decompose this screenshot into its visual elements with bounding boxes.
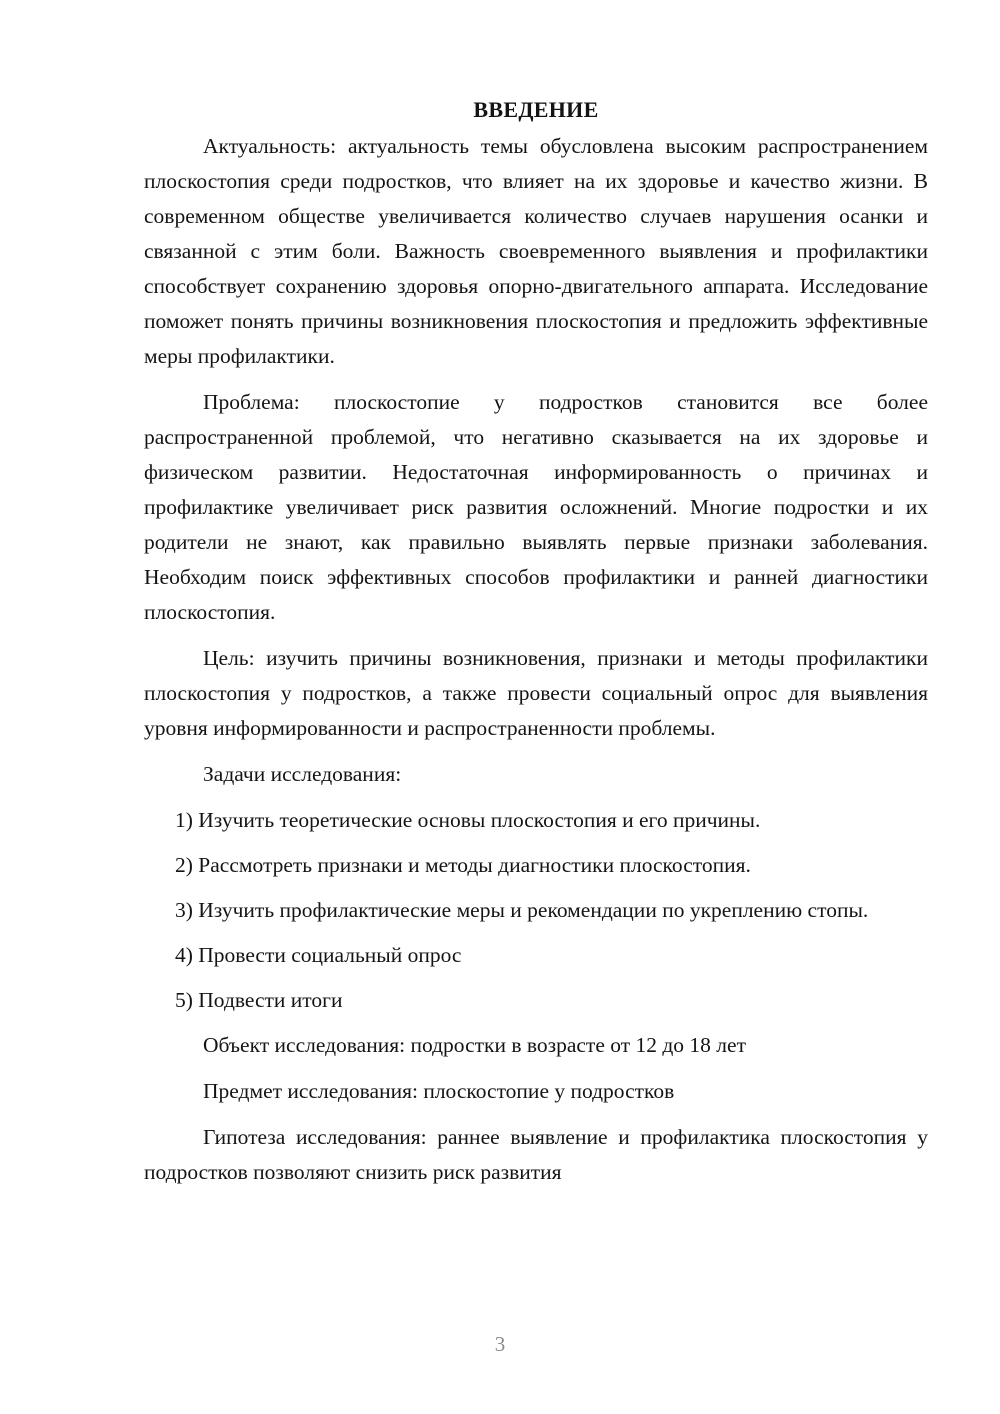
- tasks-heading: Задачи исследования:: [203, 762, 402, 786]
- object-paragraph: Объект исследования: подростки в возрасте от 12 до 18 лет: [203, 1033, 746, 1057]
- goal-paragraph: Цель: изучить причины возникновения, признаки и методы профилактики плоскостопия у подростков, а также провести социальный опрос для выявления уровня информированности и распространенности проблемы.: [144, 646, 928, 740]
- task-item: 5) Подвести итоги: [175, 988, 343, 1012]
- task-item: 2) Рассмотреть признаки и методы диагностики плоскостопия.: [175, 853, 751, 877]
- subject-paragraph: Предмет исследования: плоскостопие у подростков: [203, 1079, 675, 1103]
- hypothesis-paragraph: Гипотеза исследования: раннее выявление и профилактика плоскостопия у подростков позволяют снизить риск развития: [144, 1125, 928, 1184]
- task-item: 1) Изучить теоретические основы плоскостопия и его причины.: [175, 808, 761, 832]
- task-item: 4) Провести социальный опрос: [175, 943, 462, 967]
- relevance-paragraph: Актуальность: актуальность темы обусловлена высоким распространением плоскостопия среди подростков, что влияет на их здоровье и качество жизни. В современном обществе увеличивается количество случаев нарушения осанки и связанной с этим боли. Важность своевременного выявления и профилактики способствует сохранению здоровья опорно-двигательного аппарата. Исследование поможет понять причины возникновения плоскостопия и предложить эффективные меры профилактики.: [144, 134, 928, 368]
- task-item: 3) Изучить профилактические меры и рекомендации по укреплению стопы.: [175, 898, 869, 922]
- page-number: 3: [494, 1332, 506, 1356]
- section-title: ВВЕДЕНИЕ: [473, 97, 599, 122]
- document-page: [144, 94, 928, 1201]
- problem-paragraph: Проблема: плоскостопие у подростков становится все более распространенной проблемой, что негативно сказывается на их здоровье и физическом развитии. Недостаточная информированность о причинах и профилактике увеличивает риск развития осложнений. Многие подростки и их родители не знают, как правильно выявлять первые признаки заболевания. Необходим поиск эффективных способов профилактики и ранней диагностики плоскостопия.: [144, 390, 928, 624]
